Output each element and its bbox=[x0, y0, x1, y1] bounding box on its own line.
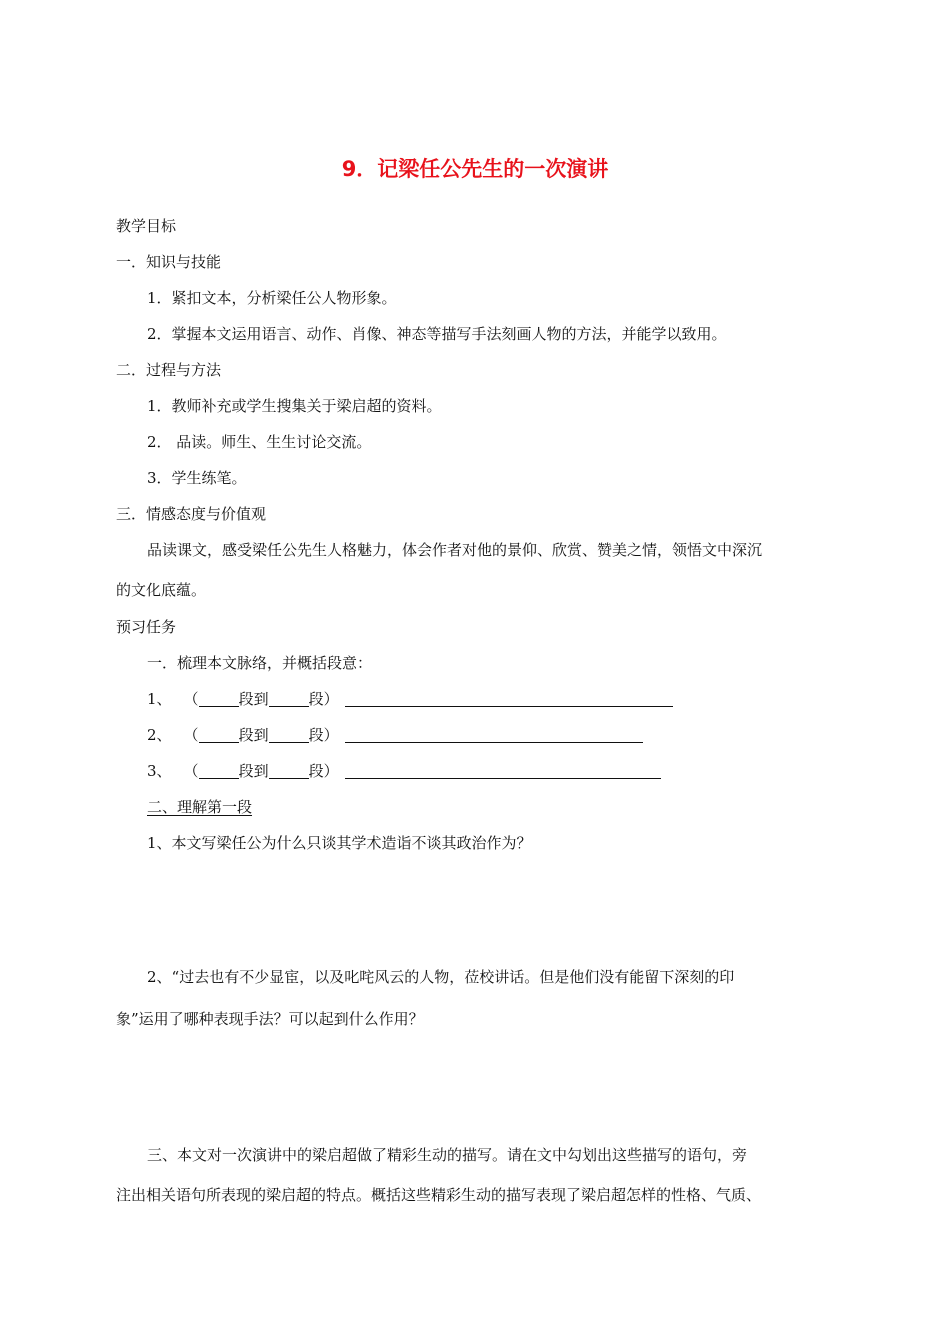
row-paren-open: （ bbox=[183, 762, 199, 780]
goal-heading-process: 二．过程与方法 bbox=[116, 361, 222, 379]
section-heading-preview: 预习任务 bbox=[116, 618, 177, 636]
document-title: 9．记梁任公先生的一次演讲 bbox=[341, 157, 609, 181]
row-number: 3、 bbox=[147, 762, 172, 780]
values-paragraph-line: 的文化底蕴。 bbox=[116, 581, 207, 599]
blank-end-paragraph[interactable] bbox=[269, 762, 309, 779]
preview-task-first-paragraph: 二、理解第一段 bbox=[147, 798, 253, 816]
blank-end-paragraph[interactable] bbox=[269, 690, 309, 707]
blank-summary[interactable] bbox=[345, 762, 661, 779]
blank-summary[interactable] bbox=[345, 726, 643, 743]
outline-fill-row bbox=[147, 725, 643, 745]
blank-start-paragraph[interactable] bbox=[199, 762, 239, 779]
blank-start-paragraph[interactable] bbox=[199, 690, 239, 707]
row-mid: 段到 bbox=[238, 690, 269, 708]
question-3-line: 三、本文对一次演讲中的梁启超做了精彩生动的描写。请在文中勾划出这些描写的语句，旁 bbox=[147, 1146, 748, 1164]
goal-item: 2． 品读。师生、生生讨论交流。 bbox=[147, 433, 372, 451]
goal-item: 1．紧扣文本，分析梁任公人物形象。 bbox=[147, 289, 397, 307]
blank-start-paragraph[interactable] bbox=[199, 726, 239, 743]
row-paren-close: 段） bbox=[308, 726, 339, 744]
row-number: 1、 bbox=[147, 690, 172, 708]
goal-heading-values: 三．情感态度与价值观 bbox=[116, 505, 267, 523]
row-paren-open: （ bbox=[183, 690, 199, 708]
question-2-line: 象”运用了哪种表现手法？可以起到什么作用？ bbox=[116, 1010, 424, 1028]
values-paragraph-line: 品读课文，感受梁任公先生人格魅力，体会作者对他的景仰、欣赏、赞美之情，领悟文中深沉 bbox=[147, 541, 763, 559]
goal-item: 2．掌握本文运用语言、动作、肖像、神态等描写手法刻画人物的方法，并能学以致用。 bbox=[147, 325, 727, 343]
row-mid: 段到 bbox=[238, 726, 269, 744]
row-paren-open: （ bbox=[183, 726, 199, 744]
outline-fill-row bbox=[147, 689, 673, 709]
section-heading-teaching-goals: 教学目标 bbox=[116, 217, 177, 235]
row-paren-close: 段） bbox=[308, 690, 339, 708]
question-2-line: 2、“过去也有不少显宦，以及叱咤风云的人物，莅校讲话。但是他们没有能留下深刻的印 bbox=[147, 968, 735, 986]
preview-task-outline: 一．梳理本文脉络，并概括段意： bbox=[147, 654, 373, 672]
goal-heading-knowledge: 一．知识与技能 bbox=[116, 253, 222, 271]
question-3-line: 注出相关语句所表现的梁启超的特点。概括这些精彩生动的描写表现了梁启超怎样的性格、气质、 bbox=[116, 1186, 762, 1204]
blank-summary[interactable] bbox=[345, 690, 673, 707]
row-paren-close: 段） bbox=[308, 762, 339, 780]
question-1: 1、本文写梁任公为什么只谈其学术造诣不谈其政治作为？ bbox=[147, 834, 532, 852]
row-mid: 段到 bbox=[238, 762, 269, 780]
row-number: 2、 bbox=[147, 726, 172, 744]
goal-item: 1．教师补充或学生搜集关于梁启超的资料。 bbox=[147, 397, 442, 415]
outline-fill-row bbox=[147, 761, 661, 781]
blank-end-paragraph[interactable] bbox=[269, 726, 309, 743]
goal-item: 3．学生练笔。 bbox=[147, 469, 247, 487]
